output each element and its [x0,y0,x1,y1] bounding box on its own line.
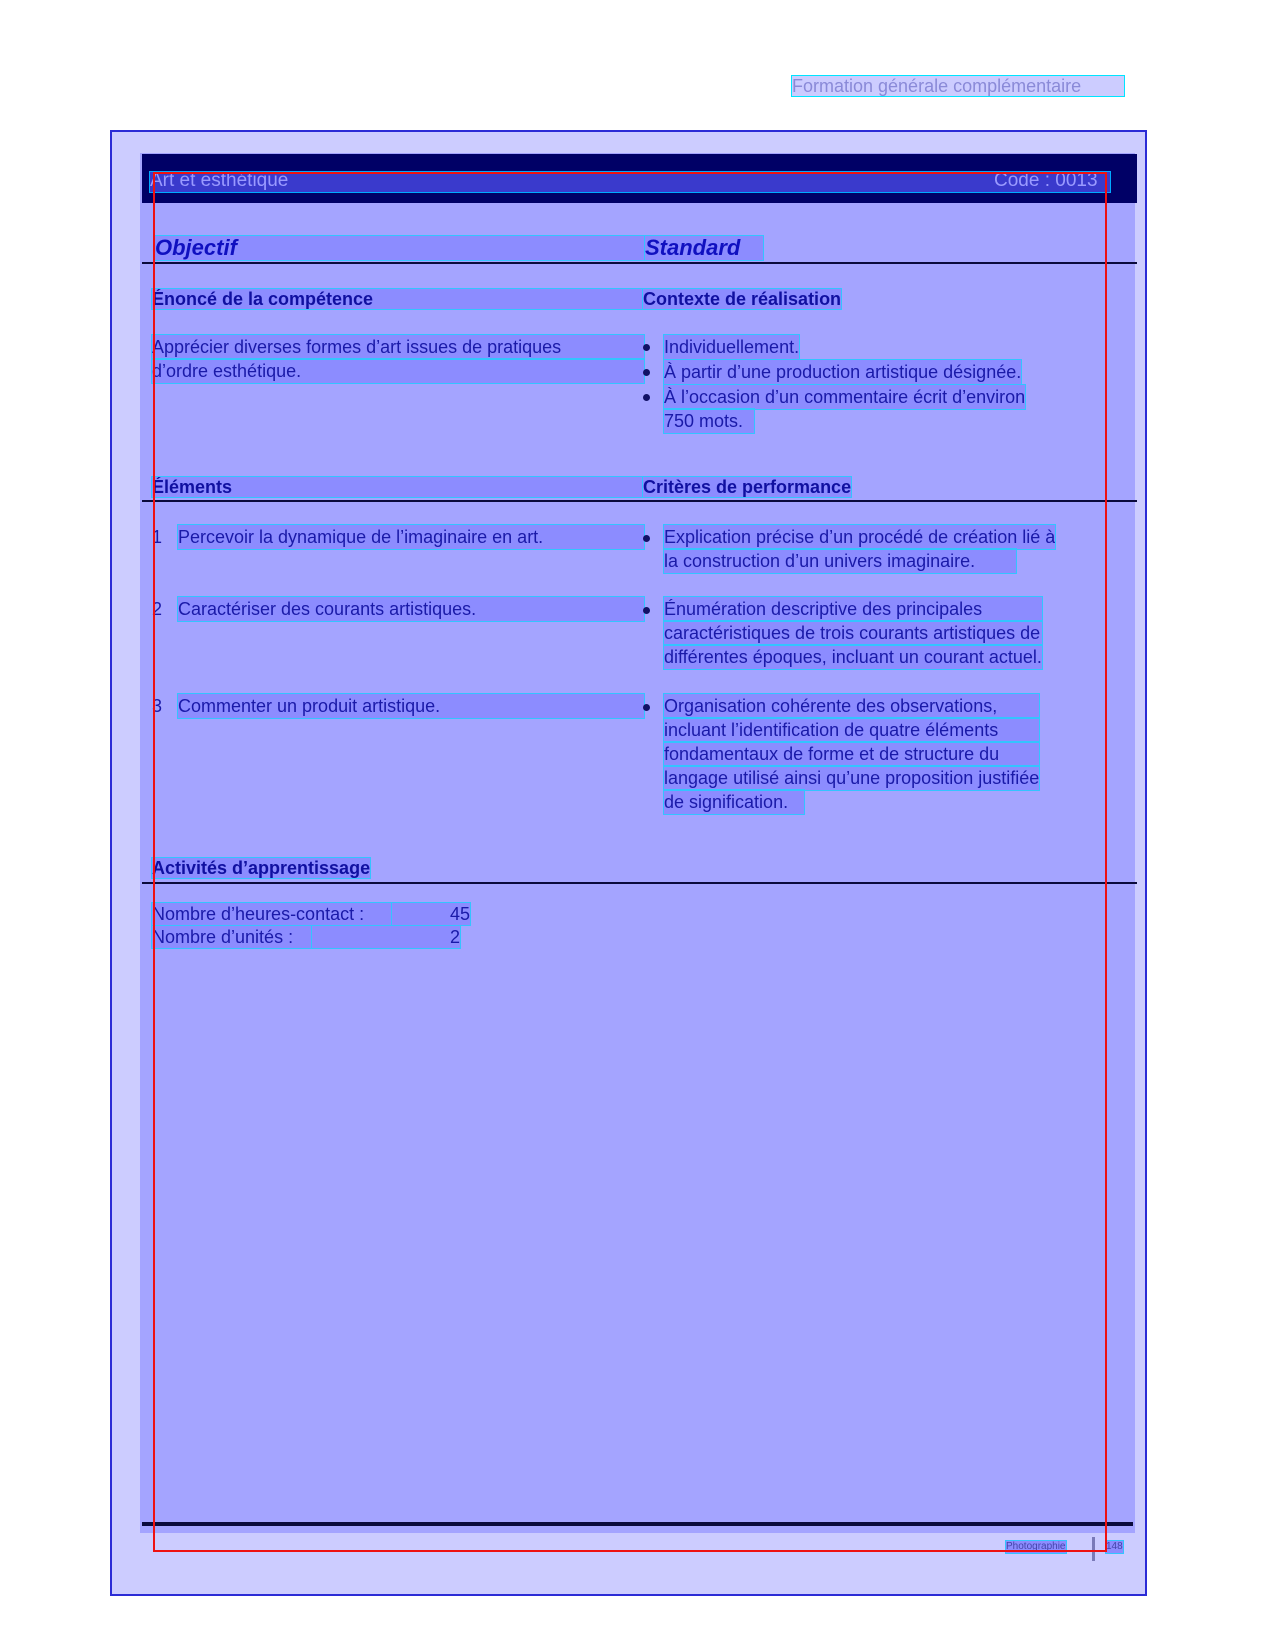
competence-line: d’ordre esthétique. [152,359,644,383]
contexte-line: 750 mots. [664,409,754,433]
contexte-line: Individuellement. [664,337,800,357]
activites-heading: Activités d’apprentissage [152,858,371,878]
critere-line: fondamentaux de forme et de structure du [664,742,1039,766]
course-header-line [150,172,1110,192]
bullet-icon [643,369,650,376]
element-number: 3 [152,696,163,716]
footer-separator [1092,1537,1095,1561]
competence-statement [152,335,644,383]
column-heading-standard: Standard [645,236,763,260]
contexte-item [664,360,1021,384]
elements-heading: Éléments [152,477,642,497]
elements-rule [142,500,1137,502]
critere-item [664,525,1055,573]
element-text: Caractériser des courants artistiques. [178,597,644,621]
footer-rule [142,1522,1133,1526]
critere-line: incluant l’identification de quatre éléments [664,718,1039,742]
contexte-item [664,385,1025,433]
competence-heading: Énoncé de la compétence [152,289,642,309]
contexte-line: À partir d’une production artistique désignée. [664,362,1022,382]
criteres-heading: Critères de performance [643,477,852,497]
critere-item [664,694,1039,814]
footer-program: Photographie [1006,1541,1066,1552]
critere-line: langage utilisé ainsi qu’une proposition justifiée [664,768,1040,788]
critere-line: la construction d’un univers imaginaire. [664,549,1016,573]
critere-item [664,597,1042,669]
column-heading-rule [142,262,1137,264]
bullet-icon [643,344,650,351]
critere-line: caractéristiques de trois courants artistiques de [664,623,1041,643]
heures-label: Nombre d’heures-contact : [152,903,392,925]
unites-label: Nombre d’unités : [152,926,312,948]
critere-line: différentes époques, incluant un courant actuel. [664,647,1042,667]
contexte-heading: Contexte de réalisation [643,289,842,309]
course-title: Art et esthétique [150,170,289,191]
element-number: 2 [152,599,163,619]
competence-line: Apprécier diverses formes d’art issues de pratiques [152,335,644,359]
bullet-icon [643,607,650,614]
critere-line: de signification. [664,790,804,814]
element-text: Percevoir la dynamique de l’imaginaire en art. [178,525,644,549]
critere-line: Énumération descriptive des principales [664,597,1042,621]
bullet-icon [643,394,650,401]
element-text: Commenter un produit artistique. [178,694,644,718]
bullet-icon [643,704,650,711]
course-code: Code : 0013 [994,170,1098,191]
contexte-line: À l’occasion d’un commentaire écrit d’environ [664,387,1026,407]
activites-rule [142,882,1137,884]
heures-value: 45 [392,903,470,925]
running-head: Formation générale complémentaire [792,76,1124,96]
critere-line: Organisation cohérente des observations, [664,694,1039,718]
element-number: 1 [152,527,163,547]
column-heading-objectif: Objectif [155,236,645,260]
bullet-icon [643,535,650,542]
unites-value: 2 [312,926,460,948]
footer-page-number: 148 [1106,1541,1123,1552]
contexte-item [664,335,799,359]
critere-line: Explication précise d’un procédé de création lié à [664,527,1056,547]
